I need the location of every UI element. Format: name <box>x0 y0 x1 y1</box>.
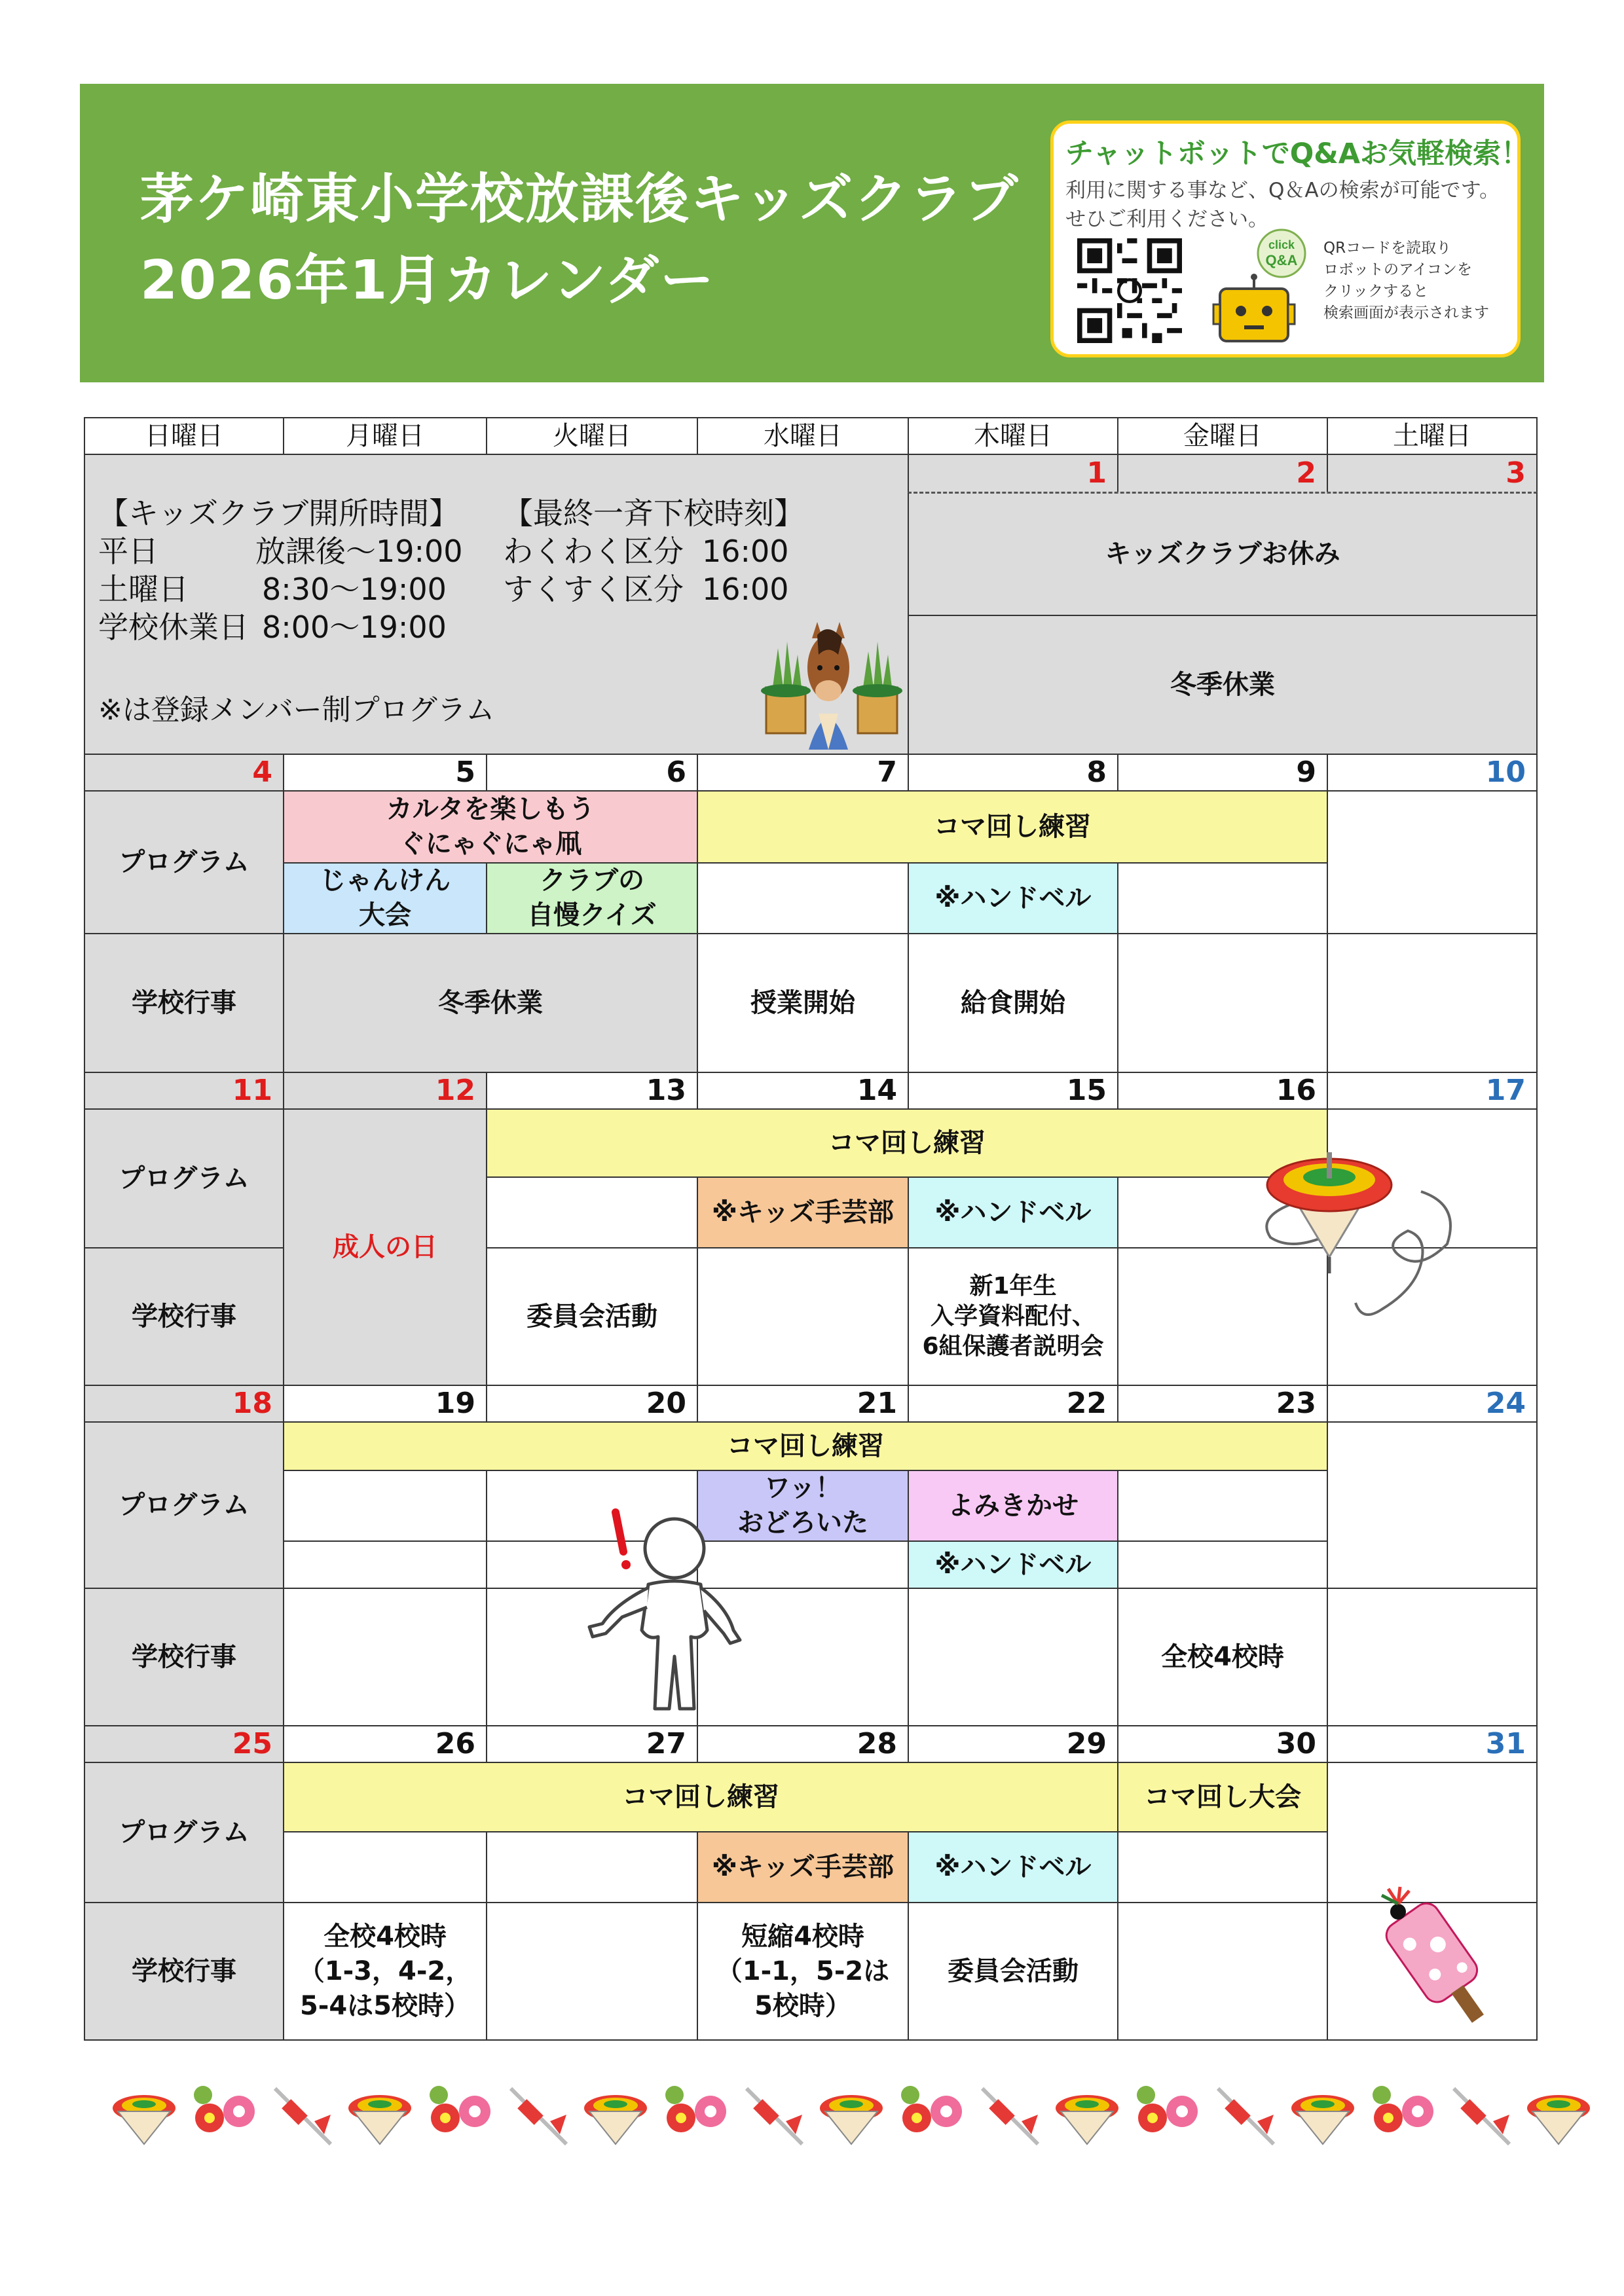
empty-cell <box>486 1902 698 2041</box>
day-9: 9 <box>1117 754 1328 792</box>
empty-cell <box>1117 862 1328 934</box>
empty-cell <box>283 1470 487 1542</box>
event-quiz: クラブの 自慢クイズ <box>486 862 698 934</box>
member-note: ※は登録メンバー制プログラム <box>98 693 495 727</box>
day-7: 7 <box>697 754 909 792</box>
svg-text:Q&A: Q&A <box>1265 252 1298 268</box>
row-label-program: プログラム <box>84 1108 284 1248</box>
dismissal-label: わくわく区分 <box>503 534 684 569</box>
hours-label: 土曜日 <box>98 572 189 607</box>
qr-instruction-line: QRコードを読取り <box>1323 240 1452 257</box>
day-22: 22 <box>908 1385 1118 1423</box>
empty-cell <box>1117 933 1328 1073</box>
empty-cell <box>1327 1421 1538 1589</box>
row-label-program: プログラム <box>84 1421 284 1589</box>
opening-hours <box>98 494 463 646</box>
event-committee: 委員会活動 <box>908 1902 1118 2041</box>
day-19: 19 <box>283 1385 487 1423</box>
event-koma-practice: コマ回し練習 <box>283 1421 1328 1471</box>
svg-text:click: click <box>1268 238 1295 251</box>
event-handbell: ※ハンドベル <box>908 1831 1118 1903</box>
surprised-person-icon <box>576 1499 747 1722</box>
weekday-sun: 日曜日 <box>84 417 284 455</box>
dismissal-value: 16:00 <box>702 572 789 607</box>
empty-cell <box>1327 790 1538 934</box>
qr-instruction-line: クリックすると <box>1323 283 1429 300</box>
empty-cell <box>697 862 909 934</box>
empty-cell <box>283 1540 487 1589</box>
day-12: 12 <box>283 1072 487 1110</box>
weekday-thu: 木曜日 <box>908 417 1118 455</box>
page-subtitle: 2026年1月カレンダー <box>140 249 715 312</box>
opening-hours-title: 【キッズクラブ開所時間】 <box>98 496 460 531</box>
empty-cell <box>486 1831 698 1903</box>
event-koma-practice: コマ回し練習 <box>697 790 1328 864</box>
hours-value: 放課後～19:00 <box>255 534 463 569</box>
event-janken: じゃんけん 大会 <box>283 862 487 934</box>
event-read-aloud: よみきかせ <box>908 1470 1118 1542</box>
page-title: 茅ケ崎東小学校放課後キッズクラブ <box>140 168 1020 230</box>
dismissal-value: 16:00 <box>702 534 789 569</box>
day-21: 21 <box>697 1385 909 1423</box>
row-label-program: プログラム <box>84 1762 284 1903</box>
day-8: 8 <box>908 754 1118 792</box>
empty-cell <box>283 1831 487 1903</box>
weekday-fri: 金曜日 <box>1117 417 1328 455</box>
day-4: 4 <box>84 754 284 792</box>
hours-value: 8:30～19:00 <box>262 572 447 607</box>
day-27: 27 <box>486 1725 698 1763</box>
empty-cell <box>1117 1831 1328 1903</box>
day-26: 26 <box>283 1725 487 1763</box>
horse-kadomatsu-icon <box>747 609 910 753</box>
event-new-student-orientation: 新1年生 入学資料配付、 6組保護者説明会 <box>908 1247 1118 1386</box>
day-5: 5 <box>283 754 487 792</box>
empty-cell <box>1117 1902 1328 2041</box>
day-14: 14 <box>697 1072 909 1110</box>
chatbot-text-line: せひご利用ください。 <box>1065 208 1268 231</box>
day-24: 24 <box>1327 1385 1538 1423</box>
dismissal-label: すくすく区分 <box>503 572 684 607</box>
weekday-sat: 土曜日 <box>1327 417 1538 455</box>
day-2: 2 <box>1117 454 1328 493</box>
empty-cell <box>1117 1470 1328 1542</box>
day-30: 30 <box>1117 1725 1328 1763</box>
event-four-periods-note: 全校4校時 （1-3，4-2， 5-4は5校時） <box>283 1902 487 2041</box>
event-kids-crafts: ※キッズ手芸部 <box>697 1176 909 1248</box>
dismissal-times <box>503 494 804 608</box>
qr-instruction-line: 検索画面が表示されます <box>1323 304 1489 321</box>
day-20: 20 <box>486 1385 698 1423</box>
event-four-periods: 全校4校時 <box>1117 1588 1328 1726</box>
event-koma-contest: コマ回し大会 <box>1117 1762 1328 1832</box>
spinning-top-icon <box>1251 1139 1467 1336</box>
day-16: 16 <box>1117 1072 1328 1110</box>
day-1: 1 <box>908 454 1118 493</box>
hours-label: 平日 <box>98 534 158 569</box>
row-label-school-events: 学校行事 <box>84 933 284 1073</box>
empty-cell <box>1327 1762 1538 1903</box>
hagoita-icon <box>1362 1886 1513 2036</box>
event-class-start: 授業開始 <box>697 933 909 1073</box>
day-10: 10 <box>1327 754 1538 792</box>
event-koma-practice: コマ回し練習 <box>486 1108 1328 1178</box>
event-short-periods-note: 短縮4校時 （1-1，5-2は 5校時） <box>697 1902 909 2041</box>
day-18: 18 <box>84 1385 284 1423</box>
event-handbell: ※ハンドベル <box>908 1540 1118 1589</box>
empty-cell <box>1327 1588 1538 1726</box>
event-surprise: ワッ！ おどろいた <box>697 1470 909 1542</box>
club-closed: キッズクラブお休み <box>908 492 1538 616</box>
chatbot-text-line: 利用に関する事など、Q＆Aの検索が可能です。 <box>1065 179 1500 202</box>
row-label-program: プログラム <box>84 790 284 934</box>
new-year-border-icon <box>111 2082 1591 2147</box>
day-28: 28 <box>697 1725 909 1763</box>
qr-instruction-line: ロボットのアイコンを <box>1323 261 1473 278</box>
day-15: 15 <box>908 1072 1118 1110</box>
event-coming-of-age-day: 成人の日 <box>283 1108 487 1386</box>
weekday-mon: 月曜日 <box>283 417 487 455</box>
hours-label: 学校休業日 <box>98 610 249 645</box>
empty-cell <box>908 1588 1118 1726</box>
weekday-wed: 水曜日 <box>697 417 909 455</box>
day-29: 29 <box>908 1725 1118 1763</box>
day-23: 23 <box>1117 1385 1328 1423</box>
day-25: 25 <box>84 1725 284 1763</box>
row-label-school-events: 学校行事 <box>84 1902 284 2041</box>
event-committee: 委員会活動 <box>486 1247 698 1386</box>
chatbot-title: チャットボットでQ&Aお気軽検索！ <box>1065 137 1530 170</box>
event-koma-practice: コマ回し練習 <box>283 1762 1118 1832</box>
empty-cell <box>1117 1540 1328 1589</box>
day-3: 3 <box>1327 454 1538 493</box>
event-kids-crafts: ※キッズ手芸部 <box>697 1831 909 1903</box>
hours-value: 8:00～19:00 <box>262 610 447 645</box>
row-label-school-events: 学校行事 <box>84 1247 284 1386</box>
dismissal-title: 【最終一斉下校時刻】 <box>503 496 804 531</box>
empty-cell <box>486 1176 698 1248</box>
row-label-school-events: 学校行事 <box>84 1588 284 1726</box>
event-handbell: ※ハンドベル <box>908 862 1118 934</box>
day-11: 11 <box>84 1072 284 1110</box>
event-lunch-start: 給食開始 <box>908 933 1118 1073</box>
empty-cell <box>697 1247 909 1386</box>
day-6: 6 <box>486 754 698 792</box>
event-karuta: カルタを楽しもう ぐにゃぐにゃ凧 <box>283 790 698 864</box>
day-17: 17 <box>1327 1072 1538 1110</box>
empty-cell <box>1327 933 1538 1073</box>
empty-cell <box>283 1588 487 1726</box>
day-31: 31 <box>1327 1725 1538 1763</box>
event-winter-break: 冬季休業 <box>283 933 698 1073</box>
event-handbell: ※ハンドベル <box>908 1176 1118 1248</box>
day-13: 13 <box>486 1072 698 1110</box>
winter-break: 冬季休業 <box>908 615 1538 755</box>
weekday-tue: 火曜日 <box>486 417 698 455</box>
